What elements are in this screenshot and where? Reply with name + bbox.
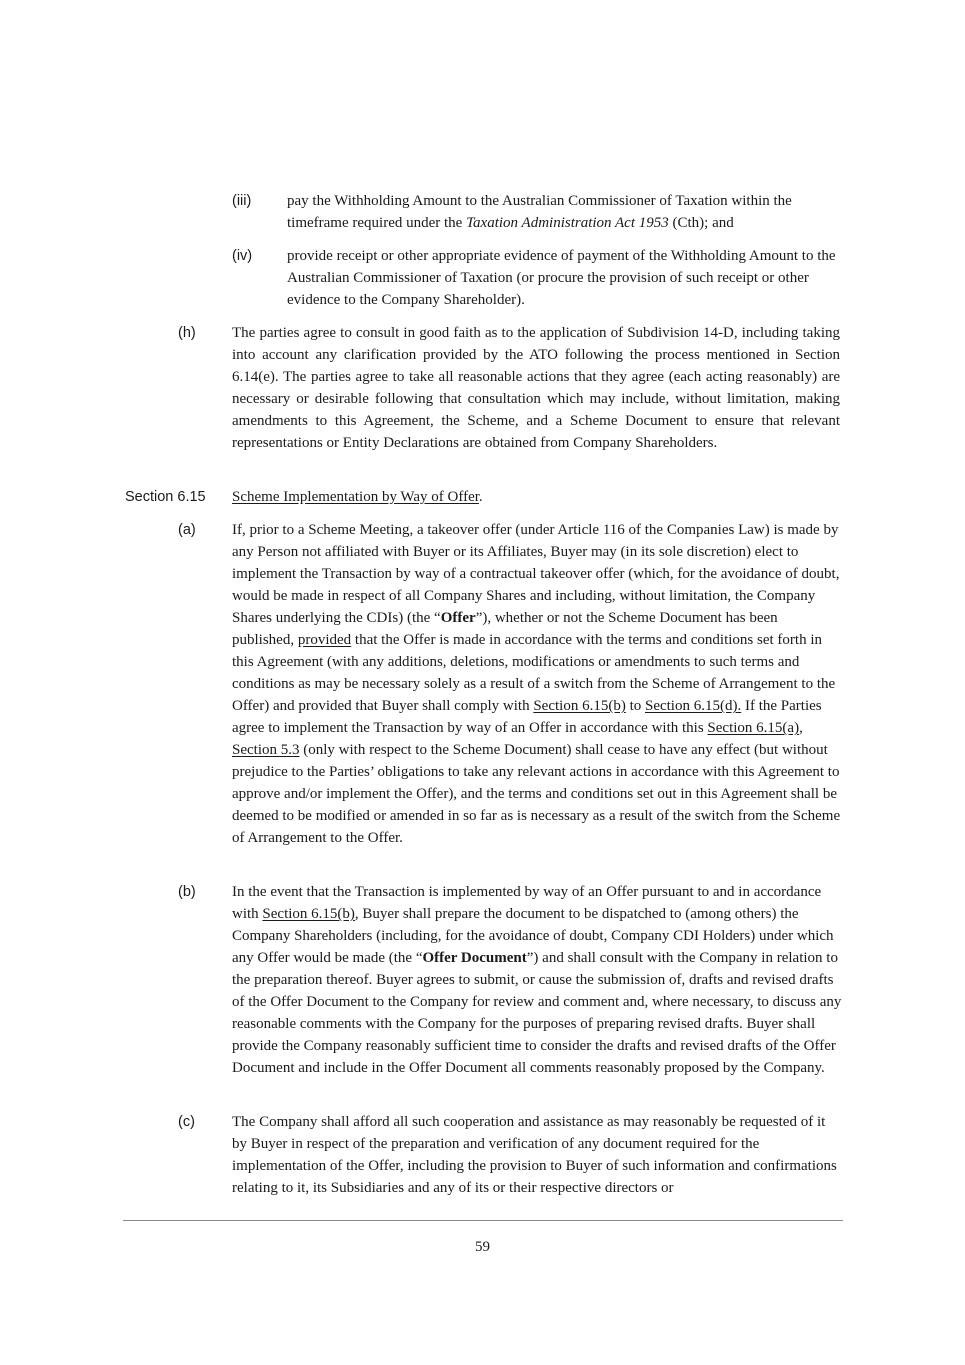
para-a-text: If, prior to a Scheme Meeting, a takeover offer (under Article 116 of the Companies Law) is made by any Person not affiliated with Buyer or its Affiliates, Buyer may (in its sole discretion) elect to implement the Transaction by way of a contractual takeover offer (which, for the avoidance of doubt, would be made in respect of all Company Shares and including, without limitation, the Company Shares underlying the CDIs) (the “Offer”), whether or not the Scheme Document has been published, provided that the Offer is made in accordance with the terms and conditions set forth in this Agreement (with any additions, deletions, modifications or amendments to such terms and conditions as may be necessary solely as a result of a switch from the Scheme of Arrangement to the Offer) and provided that Buyer shall comply with Section 6.15(b) to Section 6.15(d). If the Parties agree to implement the Transaction by way of an Offer in accordance with this Section 6.15(a), Section 5.3 (only with respect to the Scheme Document) shall cease to have any effect (but without prejudice to the Parties’ obligations to take any relevant actions in accordance with this Agreement to approve and/or implement the Offer), and the terms and conditions set out in this Agreement shall be deemed to be modified or amended in so far as is necessary as a result of the switch from the Scheme of Arrangement to the Offer. <box>232 522 841 846</box>
item-label-iv: (iv) <box>232 248 253 264</box>
provided-term: provided <box>297 632 352 648</box>
para-label-b: (b) <box>178 884 196 900</box>
section-title-underlined: Scheme Implementation by Way of Offer <box>232 489 479 505</box>
item-iii-text: pay the Withholding Amount to the Australian Commissioner of Taxation within the timeframe required under the Taxation Administration Act 1953 (Cth); and <box>287 193 792 231</box>
cross-ref-5-3[interactable]: Section 5.3 <box>232 742 300 758</box>
footer-rule <box>123 1220 843 1221</box>
section-title: Scheme Implementation by Way of Offer. <box>232 489 483 505</box>
item-label-iii: (iii) <box>232 193 252 209</box>
defined-term-offer: Offer <box>440 610 476 626</box>
item-label-h: (h) <box>178 325 196 341</box>
item-h-text: The parties agree to consult in good faith as to the application of Subdivision 14-D, including taking into account any clarification provided by the ATO following the process mentioned in Section 6.14(e). The parties agree to take all reasonable actions that they agree (each acting reasonably) are necessary or desirable following that consultation which may include, without limitation, making amendments to this Agreement, the Scheme, and a Scheme Document to ensure that relevant representations or Entity Declarations are obtained from Company Shareholders. <box>232 325 840 451</box>
cross-ref-6-15-d[interactable]: Section 6.15(d). <box>644 698 742 714</box>
para-b-text: In the event that the Transaction is implemented by way of an Offer pursuant to and in accordance with Section 6.15(b), Buyer shall prepare the document to be dispatched to (among others) the Company Shareholders (including, for the avoidance of doubt, Company CDI Holders) under which any Offer would be made (the “Offer Document”) and shall consult with the Company in relation to the preparation thereof. Buyer agrees to submit, or cause the submission of, drafts and revised drafts of the Offer Document to the Company for review and comment and, where necessary, to discuss any reasonable comments with the Company for the purposes of preparing revised drafts. Buyer shall provide the Company reasonably sufficient time to consider the drafts and revised drafts of the Offer Document and include in the Offer Document all comments reasonably proposed by the Company. <box>232 884 842 1076</box>
para-c-text: The Company shall afford all such cooperation and assistance as may reasonably be requested of it by Buyer in respect of the preparation and verification of any document required for the implementation of the Offer, including the provision to Buyer of such information and confirmations relating to it, its Subsidiaries and any of its or their respective directors or <box>232 1114 837 1196</box>
cross-ref-6-15-b-2[interactable]: Section 6.15(b) <box>262 906 355 922</box>
act-title: Taxation Administration Act 1953 <box>466 215 669 231</box>
para-label-c: (c) <box>178 1114 195 1130</box>
item-iv-text: provide receipt or other appropriate evidence of payment of the Withholding Amount to the Australian Commissioner of Taxation (or procure the provision of such receipt or other evidence to the Company Shareholder). <box>287 248 836 308</box>
para-label-a: (a) <box>178 522 196 538</box>
defined-term-offer-document: Offer Document <box>422 950 527 966</box>
page-number: 59 <box>475 1239 490 1255</box>
cross-ref-6-15-a[interactable]: Section 6.15(a) <box>707 720 800 736</box>
section-number: Section 6.15 <box>125 489 206 505</box>
cross-ref-6-15-b[interactable]: Section 6.15(b) <box>533 698 626 714</box>
